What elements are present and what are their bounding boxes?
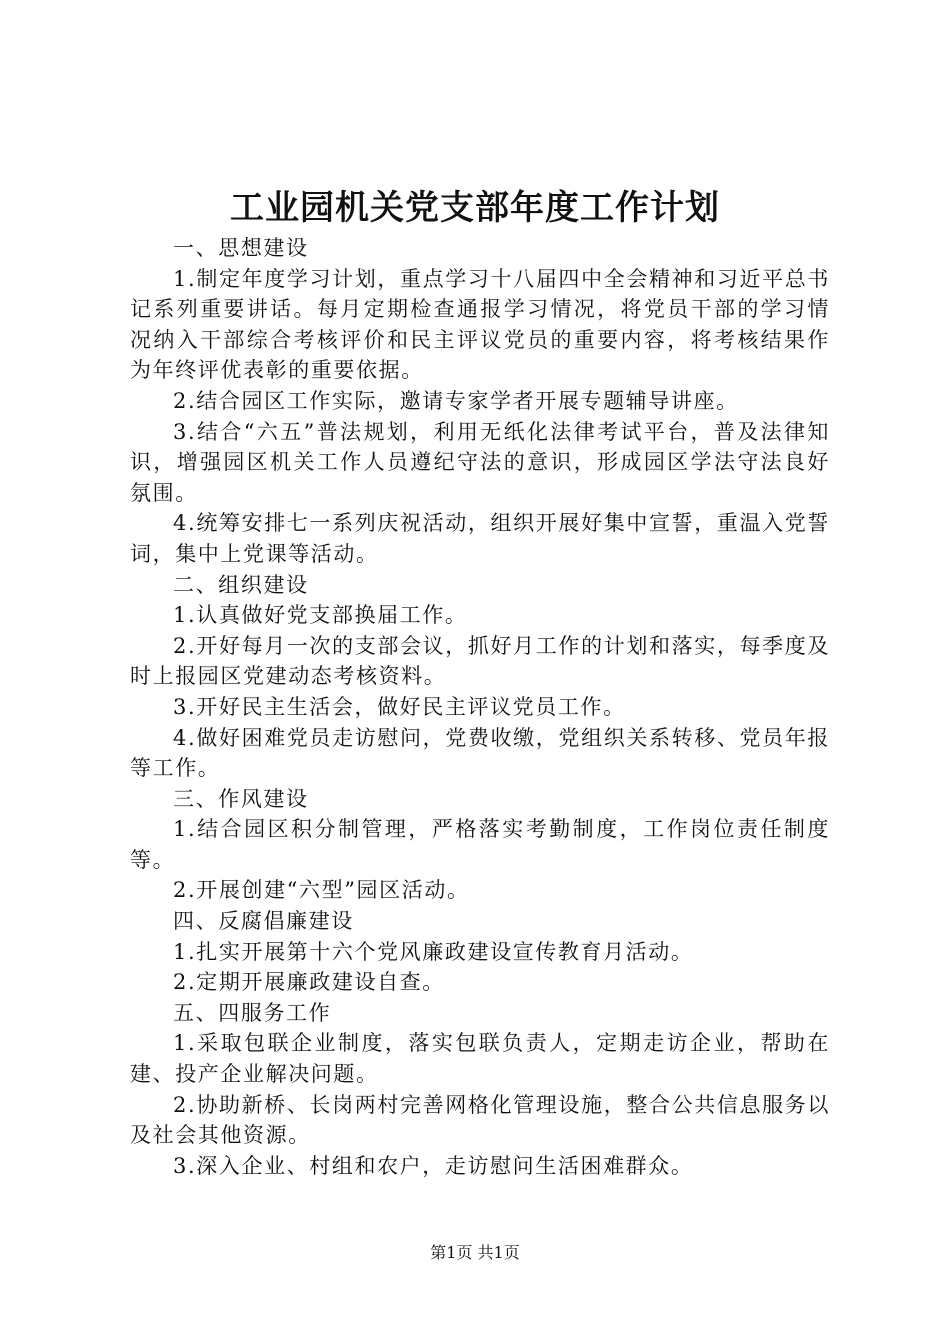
section-heading: 二、组织建设 [173, 572, 309, 597]
paragraph: 2.定期开展廉政建设自查。 [173, 970, 445, 995]
document-body [130, 233, 830, 1181]
section-heading: 五、四服务工作 [173, 1000, 332, 1025]
paragraph: 1.制定年度学习计划，重点学习十八届四中全会精神和习近平总书记系列重要讲话。每月定期检查通报学习情况，将党员干部的学习情况纳入干部综合考核评价和民主评议党员的重要内容，将考核结果作为年终评优表彰的重要依据。 [130, 266, 830, 383]
paragraph: 3.结合“六五”普法规划，利用无纸化法律考试平台，普及法律知识，增强园区机关工作人员遵纪守法的意识，形成园区学法守法良好氛围。 [130, 419, 830, 505]
paragraph: 4.做好困难党员走访慰问，党费收缴，党组织关系转移、党员年报等工作。 [130, 725, 830, 781]
paragraph: 1.采取包联企业制度，落实包联负责人，定期走访企业，帮助在建、投产企业解决问题。 [130, 1031, 830, 1087]
paragraph: 2.开展创建“六型”园区活动。 [173, 878, 470, 903]
paragraph: 2.协助新桥、长岗两村完善网格化管理设施，整合公共信息服务以及社会其他资源。 [130, 1092, 830, 1148]
paragraph: 1.认真做好党支部换届工作。 [173, 603, 468, 628]
paragraph: 1.结合园区积分制管理，严格落实考勤制度，工作岗位责任制度等。 [130, 817, 830, 872]
paragraph: 2.结合园区工作实际，邀请专家学者开展专题辅导讲座。 [173, 388, 739, 413]
paragraph: 3.开好民主生活会，做好民主评议党员工作。 [173, 694, 626, 719]
section-heading: 一、思想建设 [173, 236, 309, 260]
paragraph: 4.统筹安排七一系列庆祝活动，组织开展好集中宣誓，重温入党誓词，集中上党课等活动。 [130, 511, 830, 566]
page-number: 第1页 共1页 [430, 1243, 520, 1262]
paragraph: 1.扎实开展第十六个党风廉政建设宣传教育月活动。 [173, 939, 694, 964]
page-title: 工业园机关党支部年度工作计划 [230, 188, 720, 228]
section-heading: 四、反腐倡廉建设 [173, 909, 354, 934]
paragraph: 2.开好每月一次的支部会议，抓好月工作的计划和落实，每季度及时上报园区党建动态考核资料。 [130, 633, 830, 689]
section-heading: 三、作风建设 [173, 786, 309, 811]
paragraph: 3.深入企业、村组和农户，走访慰问生活困难群众。 [173, 1153, 694, 1178]
